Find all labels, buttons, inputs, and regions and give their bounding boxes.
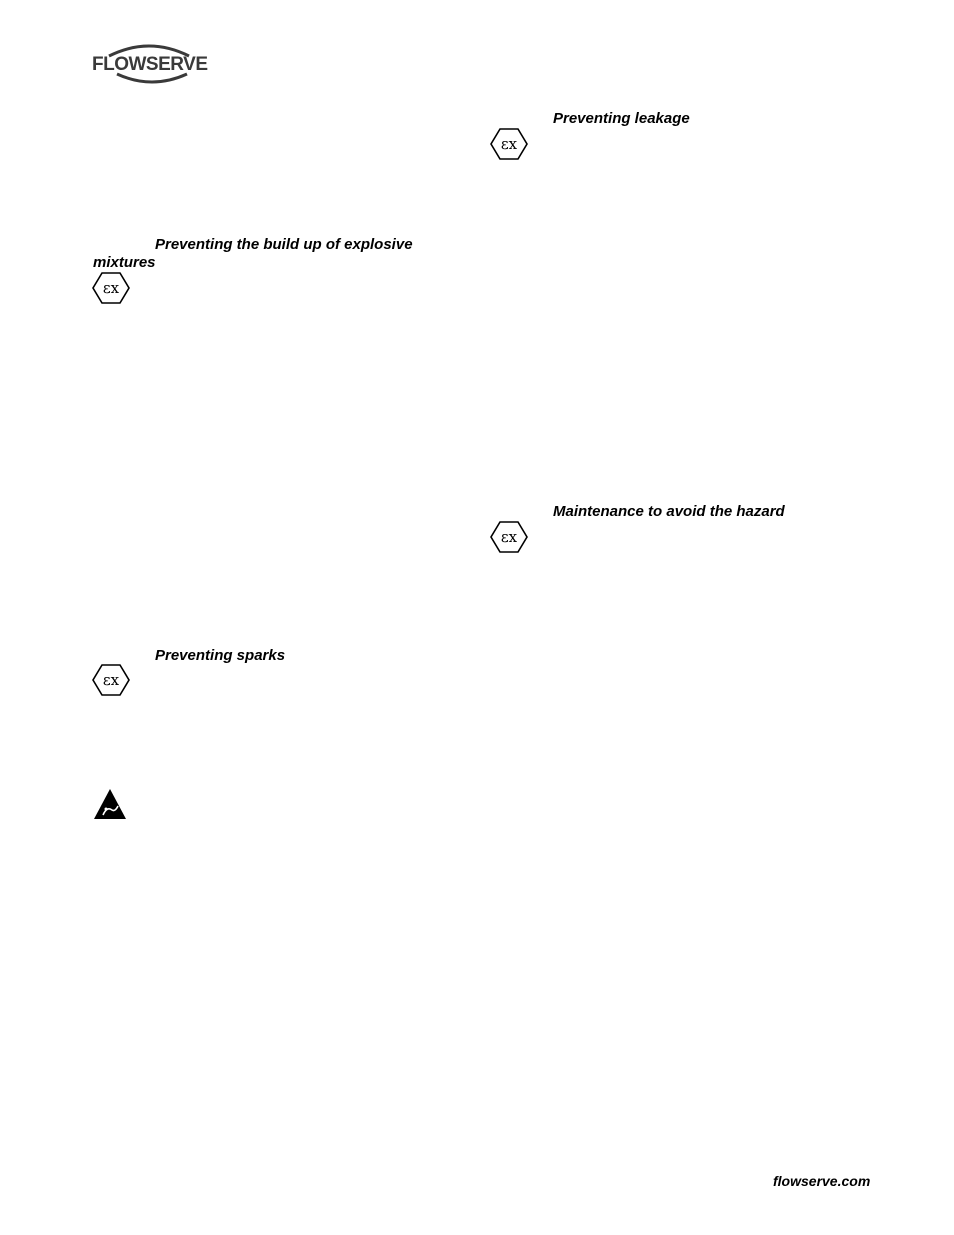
ex-atex-icon (490, 520, 528, 554)
build-up-heading-line2: mixtures (93, 254, 156, 271)
svg-text:εx: εx (500, 135, 518, 153)
logo-arc-bottom (112, 72, 192, 86)
logo-text: FLOWSERVE (92, 54, 208, 75)
svg-text:εx: εx (102, 671, 120, 689)
sparks-heading: Preventing sparks (155, 647, 286, 664)
svg-text:εx: εx (500, 528, 518, 546)
esd-warning-icon (93, 788, 127, 820)
ex-atex-icon (490, 127, 528, 161)
ex-atex-icon (92, 663, 130, 697)
leakage-heading: Preventing leakage (553, 110, 690, 127)
ex-atex-icon (92, 271, 130, 305)
footer-website-link[interactable]: flowserve.com (773, 1173, 871, 1189)
build-up-heading-line1: Preventing the build up of explosive (155, 236, 413, 253)
maintenance-heading: Maintenance to avoid the hazard (553, 503, 785, 520)
flowserve-logo (92, 38, 212, 88)
svg-text:εx: εx (102, 279, 120, 297)
